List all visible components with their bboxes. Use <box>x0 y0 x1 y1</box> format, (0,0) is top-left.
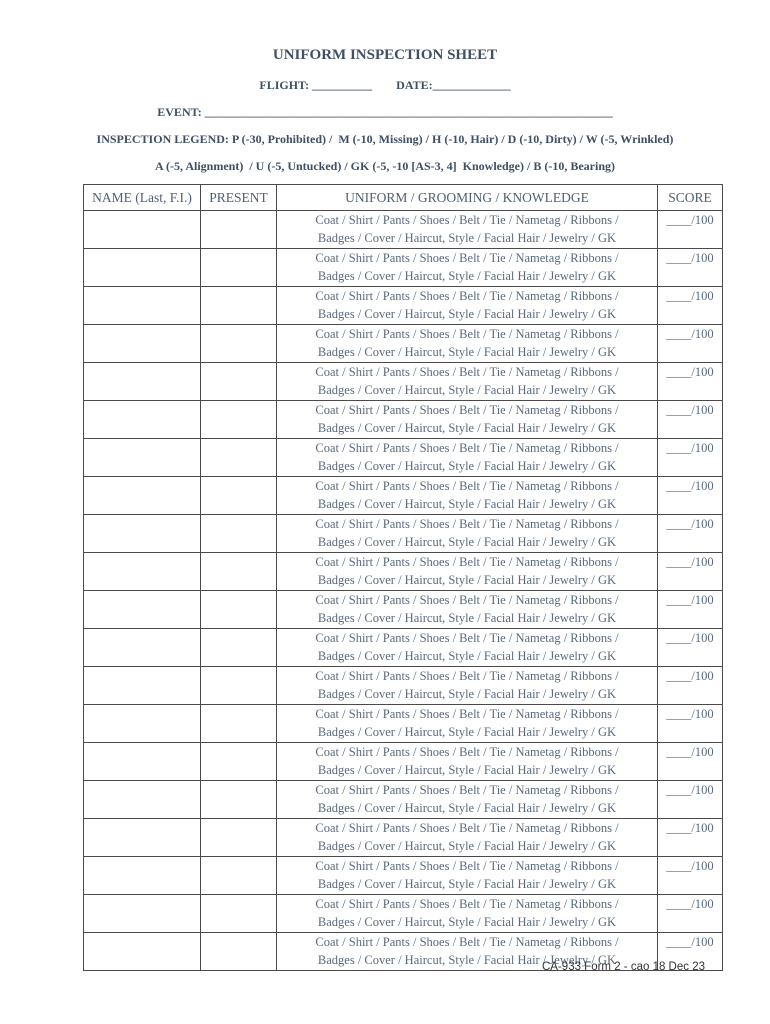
uniform-items-cell <box>277 705 658 743</box>
present-cell[interactable] <box>201 667 277 705</box>
present-cell[interactable] <box>201 591 277 629</box>
score-cell[interactable]: ____/100 <box>658 439 723 477</box>
name-cell[interactable] <box>84 629 201 667</box>
uniform-items-cell <box>277 781 658 819</box>
uniform-items-cell <box>277 667 658 705</box>
score-cell[interactable]: ____/100 <box>658 781 723 819</box>
uniform-items-line-2: Badges / Cover / Haircut, Style / Facial Hair / Jewelry / GK <box>317 572 617 587</box>
name-cell[interactable] <box>84 287 201 325</box>
name-cell[interactable] <box>84 325 201 363</box>
table-row <box>84 325 723 363</box>
present-cell[interactable] <box>201 895 277 933</box>
uniform-items-line-2: Badges / Cover / Haircut, Style / Facial Hair / Jewelry / GK <box>317 534 617 549</box>
table-row <box>84 591 723 629</box>
name-cell[interactable] <box>84 933 201 971</box>
score-cell[interactable]: ____/100 <box>658 819 723 857</box>
uniform-items-cell <box>277 363 658 401</box>
uniform-items-cell <box>277 857 658 895</box>
name-cell[interactable] <box>84 705 201 743</box>
uniform-items-cell <box>277 287 658 325</box>
uniform-items-cell <box>277 249 658 287</box>
uniform-items-cell <box>277 401 658 439</box>
score-cell[interactable]: ____/100 <box>658 667 723 705</box>
name-cell[interactable] <box>84 743 201 781</box>
score-cell[interactable]: ____/100 <box>658 249 723 287</box>
uniform-items-cell <box>277 211 658 249</box>
flight-date-line: FLIGHT: __________ DATE:_____________ <box>259 78 511 92</box>
table-row <box>84 287 723 325</box>
uniform-items-cell <box>277 591 658 629</box>
present-cell[interactable] <box>201 401 277 439</box>
score-cell[interactable]: ____/100 <box>658 325 723 363</box>
score-cell[interactable]: ____/100 <box>658 287 723 325</box>
uniform-items-line-1: Coat / Shirt / Pants / Shoes / Belt / Tie / Nametag / Ribbons / <box>315 631 619 645</box>
form-id-footer: CA-933 Form 2 - cao 18 Dec 23 <box>542 961 705 973</box>
table-row <box>84 439 723 477</box>
present-cell[interactable] <box>201 781 277 819</box>
uniform-items-line-2: Badges / Cover / Haircut, Style / Facial Hair / Jewelry / GK <box>317 686 617 701</box>
uniform-items-cell <box>277 895 658 933</box>
present-cell[interactable] <box>201 515 277 553</box>
uniform-items-cell <box>277 477 658 515</box>
present-cell[interactable] <box>201 439 277 477</box>
name-cell[interactable] <box>84 401 201 439</box>
table-row <box>84 401 723 439</box>
present-cell[interactable] <box>201 249 277 287</box>
score-cell[interactable]: ____/100 <box>658 591 723 629</box>
uniform-items-line-1: Coat / Shirt / Pants / Shoes / Belt / Tie / Nametag / Ribbons / <box>315 441 619 455</box>
uniform-items-line-2: Badges / Cover / Haircut, Style / Facial Hair / Jewelry / GK <box>317 724 617 739</box>
uniform-items-line-2: Badges / Cover / Haircut, Style / Facial Hair / Jewelry / GK <box>317 648 617 663</box>
uniform-items-line-2: Badges / Cover / Haircut, Style / Facial Hair / Jewelry / GK <box>317 914 617 929</box>
score-cell[interactable]: ____/100 <box>658 895 723 933</box>
table-row <box>84 667 723 705</box>
present-cell[interactable] <box>201 933 277 971</box>
present-cell[interactable] <box>201 819 277 857</box>
uniform-items-line-1: Coat / Shirt / Pants / Shoes / Belt / Tie / Nametag / Ribbons / <box>315 783 619 797</box>
name-cell[interactable] <box>84 363 201 401</box>
present-cell[interactable] <box>201 211 277 249</box>
present-cell[interactable] <box>201 743 277 781</box>
uniform-items-cell <box>277 743 658 781</box>
table-row <box>84 249 723 287</box>
uniform-items-line-1: Coat / Shirt / Pants / Shoes / Belt / Tie / Nametag / Ribbons / <box>315 327 619 341</box>
uniform-items-line-2: Badges / Cover / Haircut, Style / Facial Hair / Jewelry / GK <box>317 876 617 891</box>
name-cell[interactable] <box>84 819 201 857</box>
table-row <box>84 895 723 933</box>
column-header-name: NAME (Last, F.I.) <box>84 185 201 211</box>
uniform-items-line-1: Coat / Shirt / Pants / Shoes / Belt / Tie / Nametag / Ribbons / <box>315 479 619 493</box>
table-row <box>84 629 723 667</box>
name-cell[interactable] <box>84 249 201 287</box>
uniform-items-cell <box>277 553 658 591</box>
score-cell[interactable]: ____/100 <box>658 515 723 553</box>
name-cell[interactable] <box>84 857 201 895</box>
name-cell[interactable] <box>84 553 201 591</box>
uniform-items-line-2: Badges / Cover / Haircut, Style / Facial Hair / Jewelry / GK <box>317 838 617 853</box>
uniform-items-line-1: Coat / Shirt / Pants / Shoes / Belt / Tie / Nametag / Ribbons / <box>315 213 619 227</box>
score-cell[interactable]: ____/100 <box>658 705 723 743</box>
table-row <box>84 363 723 401</box>
score-cell[interactable]: ____/100 <box>658 401 723 439</box>
uniform-items-line-1: Coat / Shirt / Pants / Shoes / Belt / Tie / Nametag / Ribbons / <box>315 251 619 265</box>
present-cell[interactable] <box>201 553 277 591</box>
name-cell[interactable] <box>84 477 201 515</box>
uniform-items-line-1: Coat / Shirt / Pants / Shoes / Belt / Tie / Nametag / Ribbons / <box>315 935 619 949</box>
table-row <box>84 553 723 591</box>
column-header-present: PRESENT <box>201 185 277 211</box>
name-cell[interactable] <box>84 591 201 629</box>
present-cell[interactable] <box>201 857 277 895</box>
uniform-items-line-2: Badges / Cover / Haircut, Style / Facial Hair / Jewelry / GK <box>317 230 617 245</box>
table-row <box>84 705 723 743</box>
event-line: EVENT: ____________________________________________________________________ <box>157 105 613 119</box>
uniform-items-line-1: Coat / Shirt / Pants / Shoes / Belt / Tie / Nametag / Ribbons / <box>315 745 619 759</box>
name-cell[interactable] <box>84 211 201 249</box>
score-cell[interactable]: ____/100 <box>658 857 723 895</box>
uniform-items-cell <box>277 629 658 667</box>
table-row <box>84 857 723 895</box>
table-row <box>84 515 723 553</box>
present-cell[interactable] <box>201 477 277 515</box>
uniform-items-line-1: Coat / Shirt / Pants / Shoes / Belt / Tie / Nametag / Ribbons / <box>315 593 619 607</box>
uniform-items-line-1: Coat / Shirt / Pants / Shoes / Belt / Tie / Nametag / Ribbons / <box>315 821 619 835</box>
uniform-items-line-1: Coat / Shirt / Pants / Shoes / Belt / Tie / Nametag / Ribbons / <box>315 897 619 911</box>
score-cell[interactable]: ____/100 <box>658 477 723 515</box>
uniform-items-line-2: Badges / Cover / Haircut, Style / Facial Hair / Jewelry / GK <box>317 268 617 283</box>
uniform-items-line-2: Badges / Cover / Haircut, Style / Facial Hair / Jewelry / GK <box>317 952 617 967</box>
table-row <box>84 211 723 249</box>
name-cell[interactable] <box>84 781 201 819</box>
name-cell[interactable] <box>84 895 201 933</box>
uniform-items-line-1: Coat / Shirt / Pants / Shoes / Belt / Tie / Nametag / Ribbons / <box>315 859 619 873</box>
table-row <box>84 781 723 819</box>
uniform-items-cell <box>277 439 658 477</box>
uniform-items-line-2: Badges / Cover / Haircut, Style / Facial Hair / Jewelry / GK <box>317 306 617 321</box>
uniform-items-line-1: Coat / Shirt / Pants / Shoes / Belt / Tie / Nametag / Ribbons / <box>315 517 619 531</box>
name-cell[interactable] <box>84 515 201 553</box>
uniform-items-line-2: Badges / Cover / Haircut, Style / Facial Hair / Jewelry / GK <box>317 420 617 435</box>
uniform-items-line-1: Coat / Shirt / Pants / Shoes / Belt / Tie / Nametag / Ribbons / <box>315 555 619 569</box>
score-cell[interactable]: ____/100 <box>658 211 723 249</box>
uniform-items-line-2: Badges / Cover / Haircut, Style / Facial Hair / Jewelry / GK <box>317 800 617 815</box>
uniform-items-line-1: Coat / Shirt / Pants / Shoes / Belt / Tie / Nametag / Ribbons / <box>315 403 619 417</box>
uniform-items-cell <box>277 325 658 363</box>
score-cell[interactable]: ____/100 <box>658 363 723 401</box>
name-cell[interactable] <box>84 667 201 705</box>
present-cell[interactable] <box>201 287 277 325</box>
name-cell[interactable] <box>84 439 201 477</box>
present-cell[interactable] <box>201 325 277 363</box>
uniform-items-cell <box>277 515 658 553</box>
inspection-table <box>83 184 723 971</box>
present-cell[interactable] <box>201 629 277 667</box>
inspection-legend-line-2: A (-5, Alignment) / U (-5, Untucked) / GK (-5, -10 [AS-3, 4] Knowledge) / B (-10, Bearing) <box>155 159 615 173</box>
score-cell[interactable]: ____/100 <box>658 629 723 667</box>
present-cell[interactable] <box>201 363 277 401</box>
uniform-items-cell <box>277 819 658 857</box>
uniform-items-line-2: Badges / Cover / Haircut, Style / Facial Hair / Jewelry / GK <box>317 496 617 511</box>
uniform-items-line-1: Coat / Shirt / Pants / Shoes / Belt / Tie / Nametag / Ribbons / <box>315 707 619 721</box>
table-header-row <box>84 185 723 211</box>
uniform-items-line-2: Badges / Cover / Haircut, Style / Facial Hair / Jewelry / GK <box>317 610 617 625</box>
uniform-items-line-2: Badges / Cover / Haircut, Style / Facial Hair / Jewelry / GK <box>317 762 617 777</box>
table-row <box>84 819 723 857</box>
uniform-items-line-2: Badges / Cover / Haircut, Style / Facial Hair / Jewelry / GK <box>317 344 617 359</box>
score-cell[interactable]: ____/100 <box>658 553 723 591</box>
page-title: UNIFORM INSPECTION SHEET <box>272 47 498 63</box>
uniform-items-line-1: Coat / Shirt / Pants / Shoes / Belt / Tie / Nametag / Ribbons / <box>315 669 619 683</box>
column-header-score: SCORE <box>658 185 723 211</box>
table-row <box>84 477 723 515</box>
column-header-uniform-grooming-knowledge: UNIFORM / GROOMING / KNOWLEDGE <box>277 185 658 211</box>
inspection-legend-line-1: INSPECTION LEGEND: P (-30, Prohibited) / M (-10, Missing) / H (-10, Hair) / D (-10, Dirty) / W (-5, Wrinkled) <box>96 132 674 146</box>
uniform-items-line-1: Coat / Shirt / Pants / Shoes / Belt / Tie / Nametag / Ribbons / <box>315 365 619 379</box>
uniform-items-line-2: Badges / Cover / Haircut, Style / Facial Hair / Jewelry / GK <box>317 458 617 473</box>
uniform-items-line-2: Badges / Cover / Haircut, Style / Facial Hair / Jewelry / GK <box>317 382 617 397</box>
score-cell[interactable]: ____/100 <box>658 743 723 781</box>
score-cell[interactable]: ____/100 <box>658 933 723 971</box>
present-cell[interactable] <box>201 705 277 743</box>
table-row <box>84 743 723 781</box>
uniform-items-line-1: Coat / Shirt / Pants / Shoes / Belt / Tie / Nametag / Ribbons / <box>315 289 619 303</box>
